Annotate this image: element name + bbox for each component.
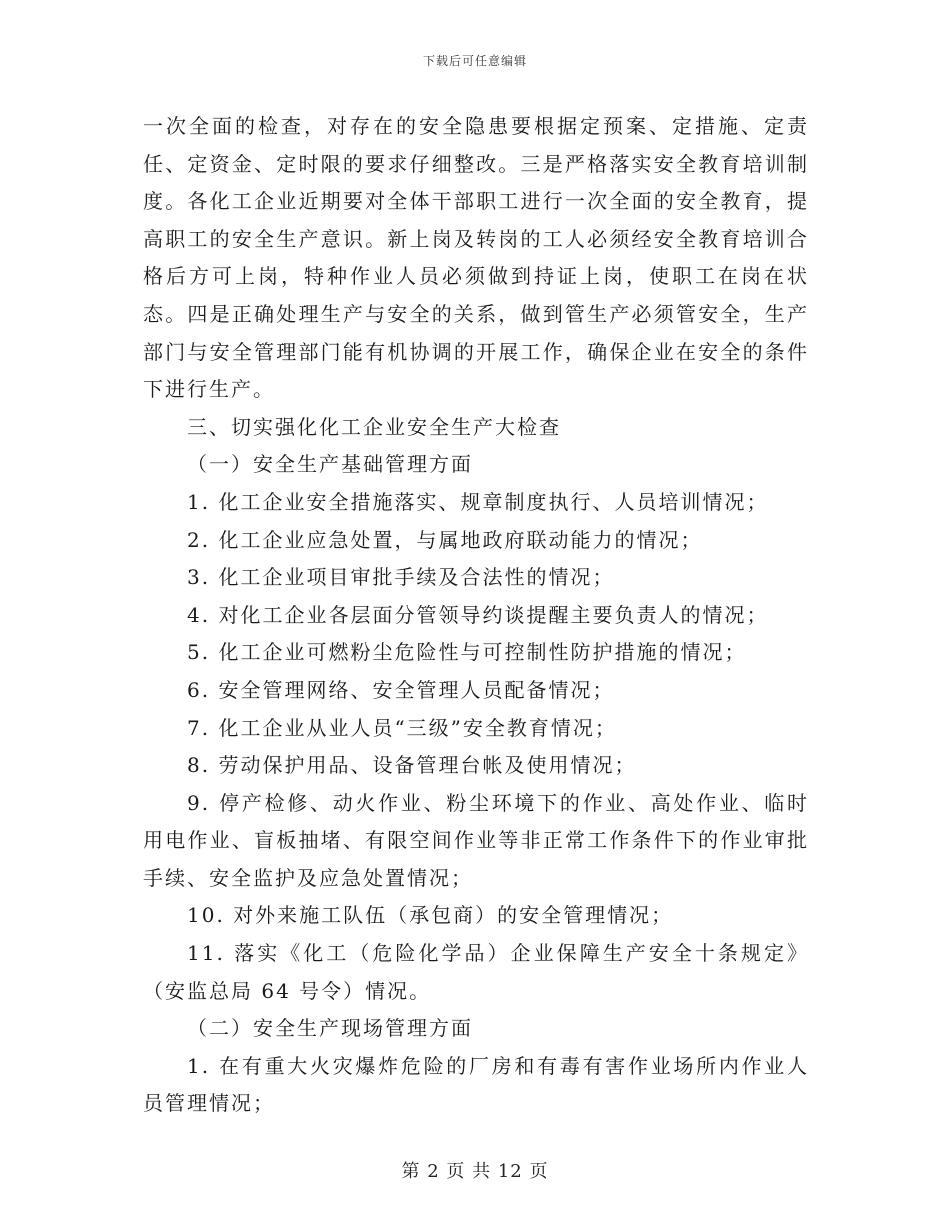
body-text: [143, 108, 809, 1123]
section-heading-3: 三、切实强化化工企业安全生产大检查: [187, 414, 561, 439]
list-item: 1. 化工企业安全措施落实、规章制度执行、人员培训情况；: [187, 489, 769, 514]
list-item: 3. 化工企业项目审批手续及合法性的情况；: [187, 565, 615, 590]
list-item: 1. 在有重大火灾爆炸危险的厂房和有毒有害作业场所内作业人员管理情况；: [143, 1053, 809, 1116]
subsection-heading-1: （一）安全生产基础管理方面: [187, 452, 473, 477]
page-header: 下载后可任意编辑: [422, 54, 527, 68]
list-item: 4. 对化工企业各层面分管领导约谈提醒主要负责人的情况；: [187, 602, 769, 627]
list-item: 2. 化工企业应急处置，与属地政府联动能力的情况；: [187, 527, 703, 552]
list-item: 11. 落实《化工（危险化学品）企业保障生产安全十条规定》（安监总局 64 号令）情况。: [143, 941, 809, 1003]
list-item: 5. 化工企业可燃粉尘危险性与可控制性防护措施的情况；: [187, 640, 747, 665]
list-item: 10. 对外来施工队伍（承包商）的安全管理情况；: [187, 903, 674, 928]
subsection-heading-2: （二）安全生产现场管理方面: [187, 1016, 473, 1041]
list-item: 9. 停产检修、动火作业、粉尘环境下的作业、高处作业、临时用电作业、盲板抽堵、有限空间作业等非正常工作条件下的作业审批手续、安全监护及应急处置情况；: [143, 790, 809, 890]
list-item: 8. 劳动保护用品、设备管理台帐及使用情况；: [187, 753, 637, 778]
paragraph-1: 一次全面的检查，对存在的安全隐患要根据定预案、定措施、定责任、定资金、定时限的要求仔细整改。三是严格落实安全教育培训制度。各化工企业近期要对全体干部职工进行一次全面的安全教育，提高职工的安全生产意识。新上岗及转岗的工人必须经安全教育培训合格后方可上岗，特种作业人员必须做到持证上岗，使职工在岗在状态。四是正确处理生产与安全的关系，做到管生产必须管安全，生产部门与安全管理部门能有机协调的开展工作，确保企业在安全的条件下进行生产。: [143, 114, 809, 402]
list-item: 6. 安全管理网络、安全管理人员配备情况；: [187, 677, 615, 702]
list-item: 7. 化工企业从业人员“三级”安全教育情况；: [187, 715, 617, 740]
page-footer: 第 2 页 共 12 页: [401, 1161, 549, 1182]
